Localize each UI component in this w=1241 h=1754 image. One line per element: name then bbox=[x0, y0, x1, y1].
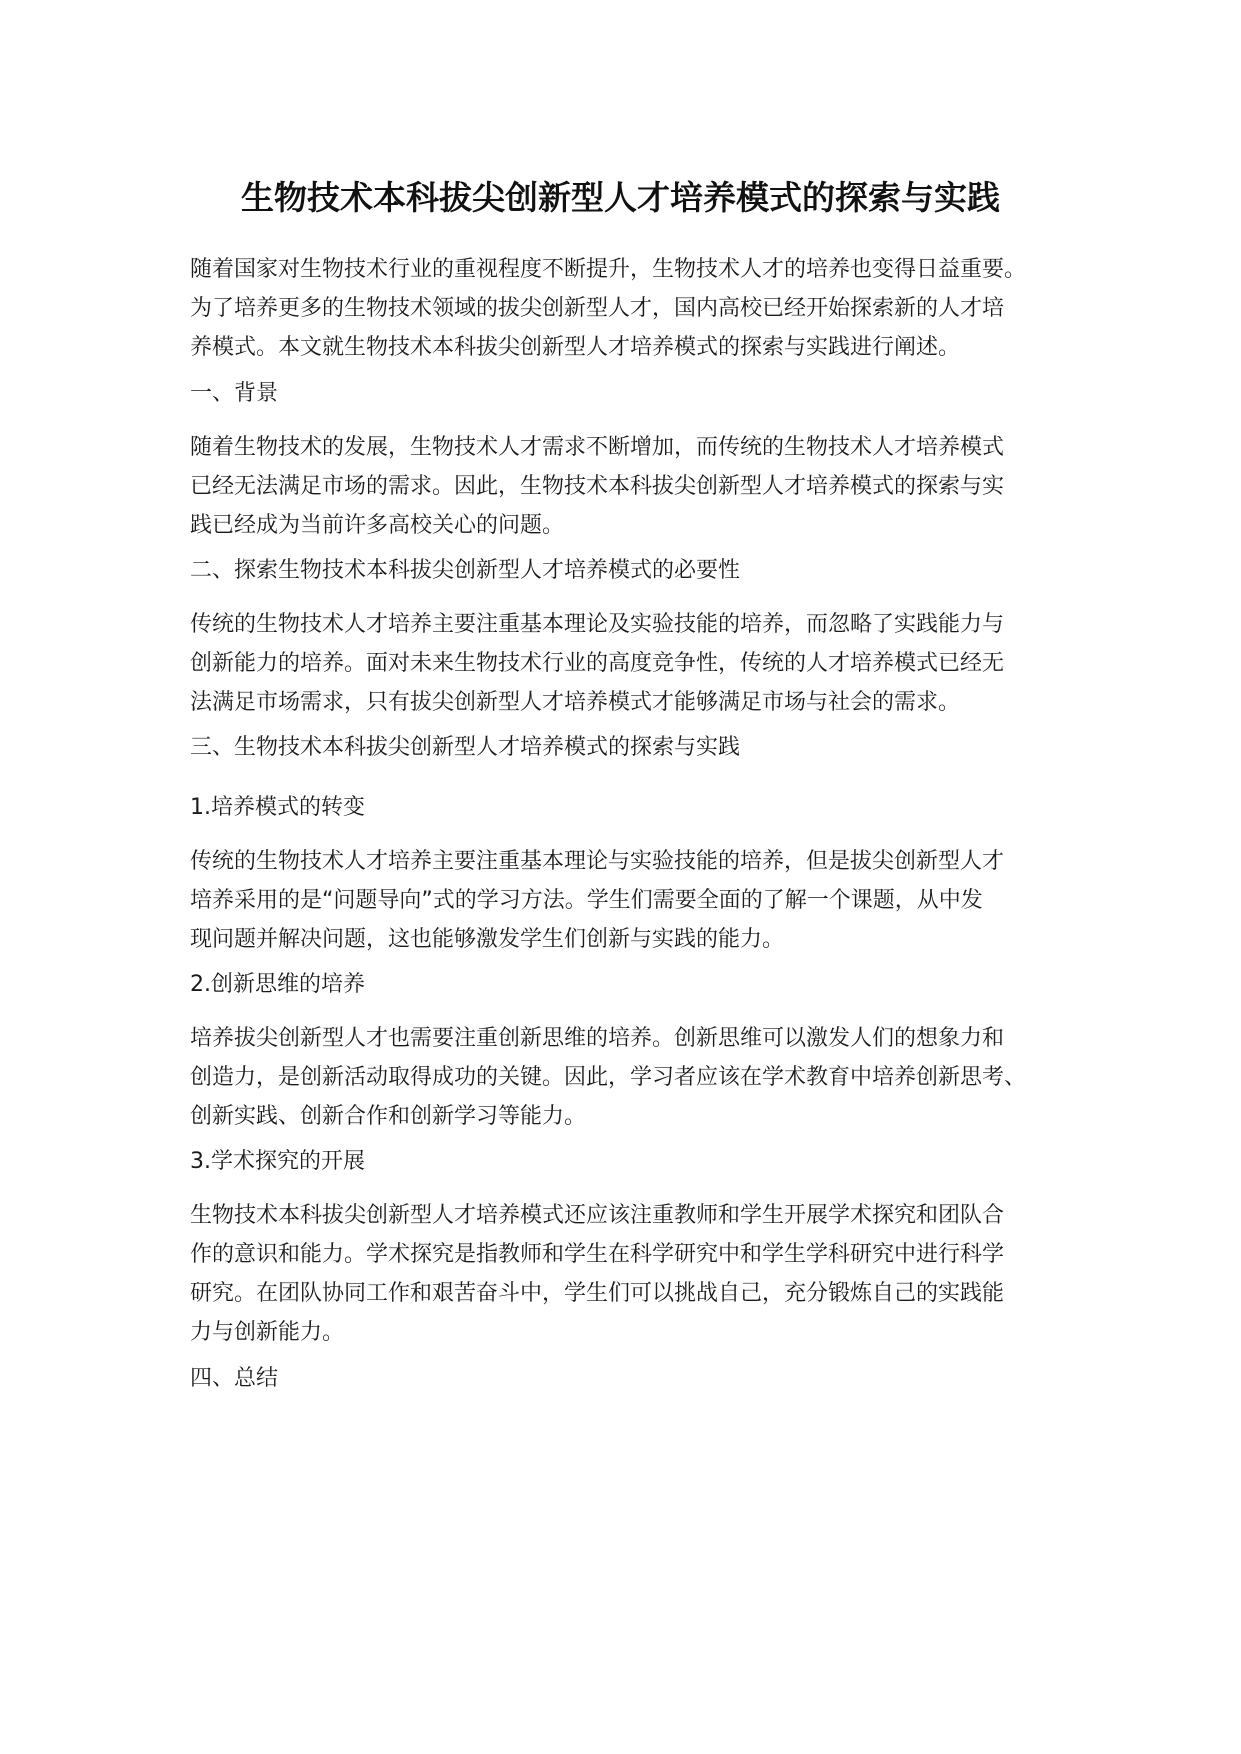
sub3-line: 力与创新能力。 bbox=[190, 1320, 345, 1345]
document-title: 生物技术本科拔尖创新型人才培养模式的探索与实践 bbox=[241, 178, 1000, 217]
sub3-line: 生物技术本科拔尖创新型人才培养模式还应该注重教师和学生开展学术探究和团队合 bbox=[190, 1203, 1005, 1228]
intro-line: 随着国家对生物技术行业的重视程度不断提升，生物技术人才的培养也变得日益重要。 bbox=[190, 257, 1027, 282]
intro-line: 为了培养更多的生物技术领域的拔尖创新型人才，国内高校已经开始探索新的人才培 bbox=[190, 296, 1005, 321]
sub1-line: 传统的生物技术人才培养主要注重基本理论与实验技能的培养，但是拔尖创新型人才 bbox=[190, 849, 1005, 874]
sub2-line: 创造力，是创新活动取得成功的关键。因此，学习者应该在学术教育中培养创新思考、 bbox=[190, 1065, 1027, 1090]
section3-sub1-paragraph bbox=[190, 842, 1070, 959]
section2-line: 传统的生物技术人才培养主要注重基本理论及实验技能的培养，而忽略了实践能力与 bbox=[190, 612, 1005, 637]
section2-line: 法满足市场需求，只有拔尖创新型人才培养模式才能够满足市场与社会的需求。 bbox=[190, 690, 961, 715]
section3-heading: 三、生物技术本科拔尖创新型人才培养模式的探索与实践 bbox=[190, 735, 741, 760]
section3-sub1-heading: 1.培养模式的转变 bbox=[190, 795, 365, 820]
section3-sub2-paragraph bbox=[190, 1019, 1070, 1136]
sub1-line: 现问题并解决问题，这也能够激发学生们创新与实践的能力。 bbox=[190, 927, 785, 952]
section1-line: 随着生物技术的发展，生物技术人才需求不断增加，而传统的生物技术人才培养模式 bbox=[190, 435, 1005, 460]
section2-line: 创新能力的培养。面对未来生物技术行业的高度竞争性，传统的人才培养模式已经无 bbox=[190, 651, 1005, 676]
sub3-line: 研究。在团队协同工作和艰苦奋斗中，学生们可以挑战自己，充分锻炼自己的实践能 bbox=[190, 1281, 1005, 1306]
section1-heading: 一、背景 bbox=[190, 381, 279, 406]
intro-paragraph bbox=[190, 250, 1070, 367]
intro-line: 养模式。本文就生物技术本科拔尖创新型人才培养模式的探索与实践进行阐述。 bbox=[190, 335, 961, 360]
section2-paragraph bbox=[190, 605, 1070, 722]
sub2-line: 创新实践、创新合作和创新学习等能力。 bbox=[190, 1104, 587, 1129]
section3-sub2-heading: 2.创新思维的培养 bbox=[190, 972, 365, 997]
sub1-line: 培养采用的是“问题导向”式的学习方法。学生们需要全面的了解一个课题，从中发 bbox=[190, 888, 983, 913]
section1-line: 已经无法满足市场的需求。因此，生物技术本科拔尖创新型人才培养模式的探索与实 bbox=[190, 474, 1005, 499]
section4-heading: 四、总结 bbox=[190, 1366, 279, 1391]
section1-paragraph bbox=[190, 428, 1070, 545]
sub2-line: 培养拔尖创新型人才也需要注重创新思维的培养。创新思维可以激发人们的想象力和 bbox=[190, 1026, 1005, 1051]
section3-sub3-heading: 3.学术探究的开展 bbox=[190, 1149, 365, 1174]
section2-heading: 二、探索生物技术本科拔尖创新型人才培养模式的必要性 bbox=[190, 558, 741, 583]
section3-sub3-paragraph bbox=[190, 1196, 1070, 1352]
sub3-line: 作的意识和能力。学术探究是指教师和学生在科学研究中和学生学科研究中进行科学 bbox=[190, 1242, 1005, 1267]
section1-line: 践已经成为当前许多高校关心的问题。 bbox=[190, 513, 565, 538]
